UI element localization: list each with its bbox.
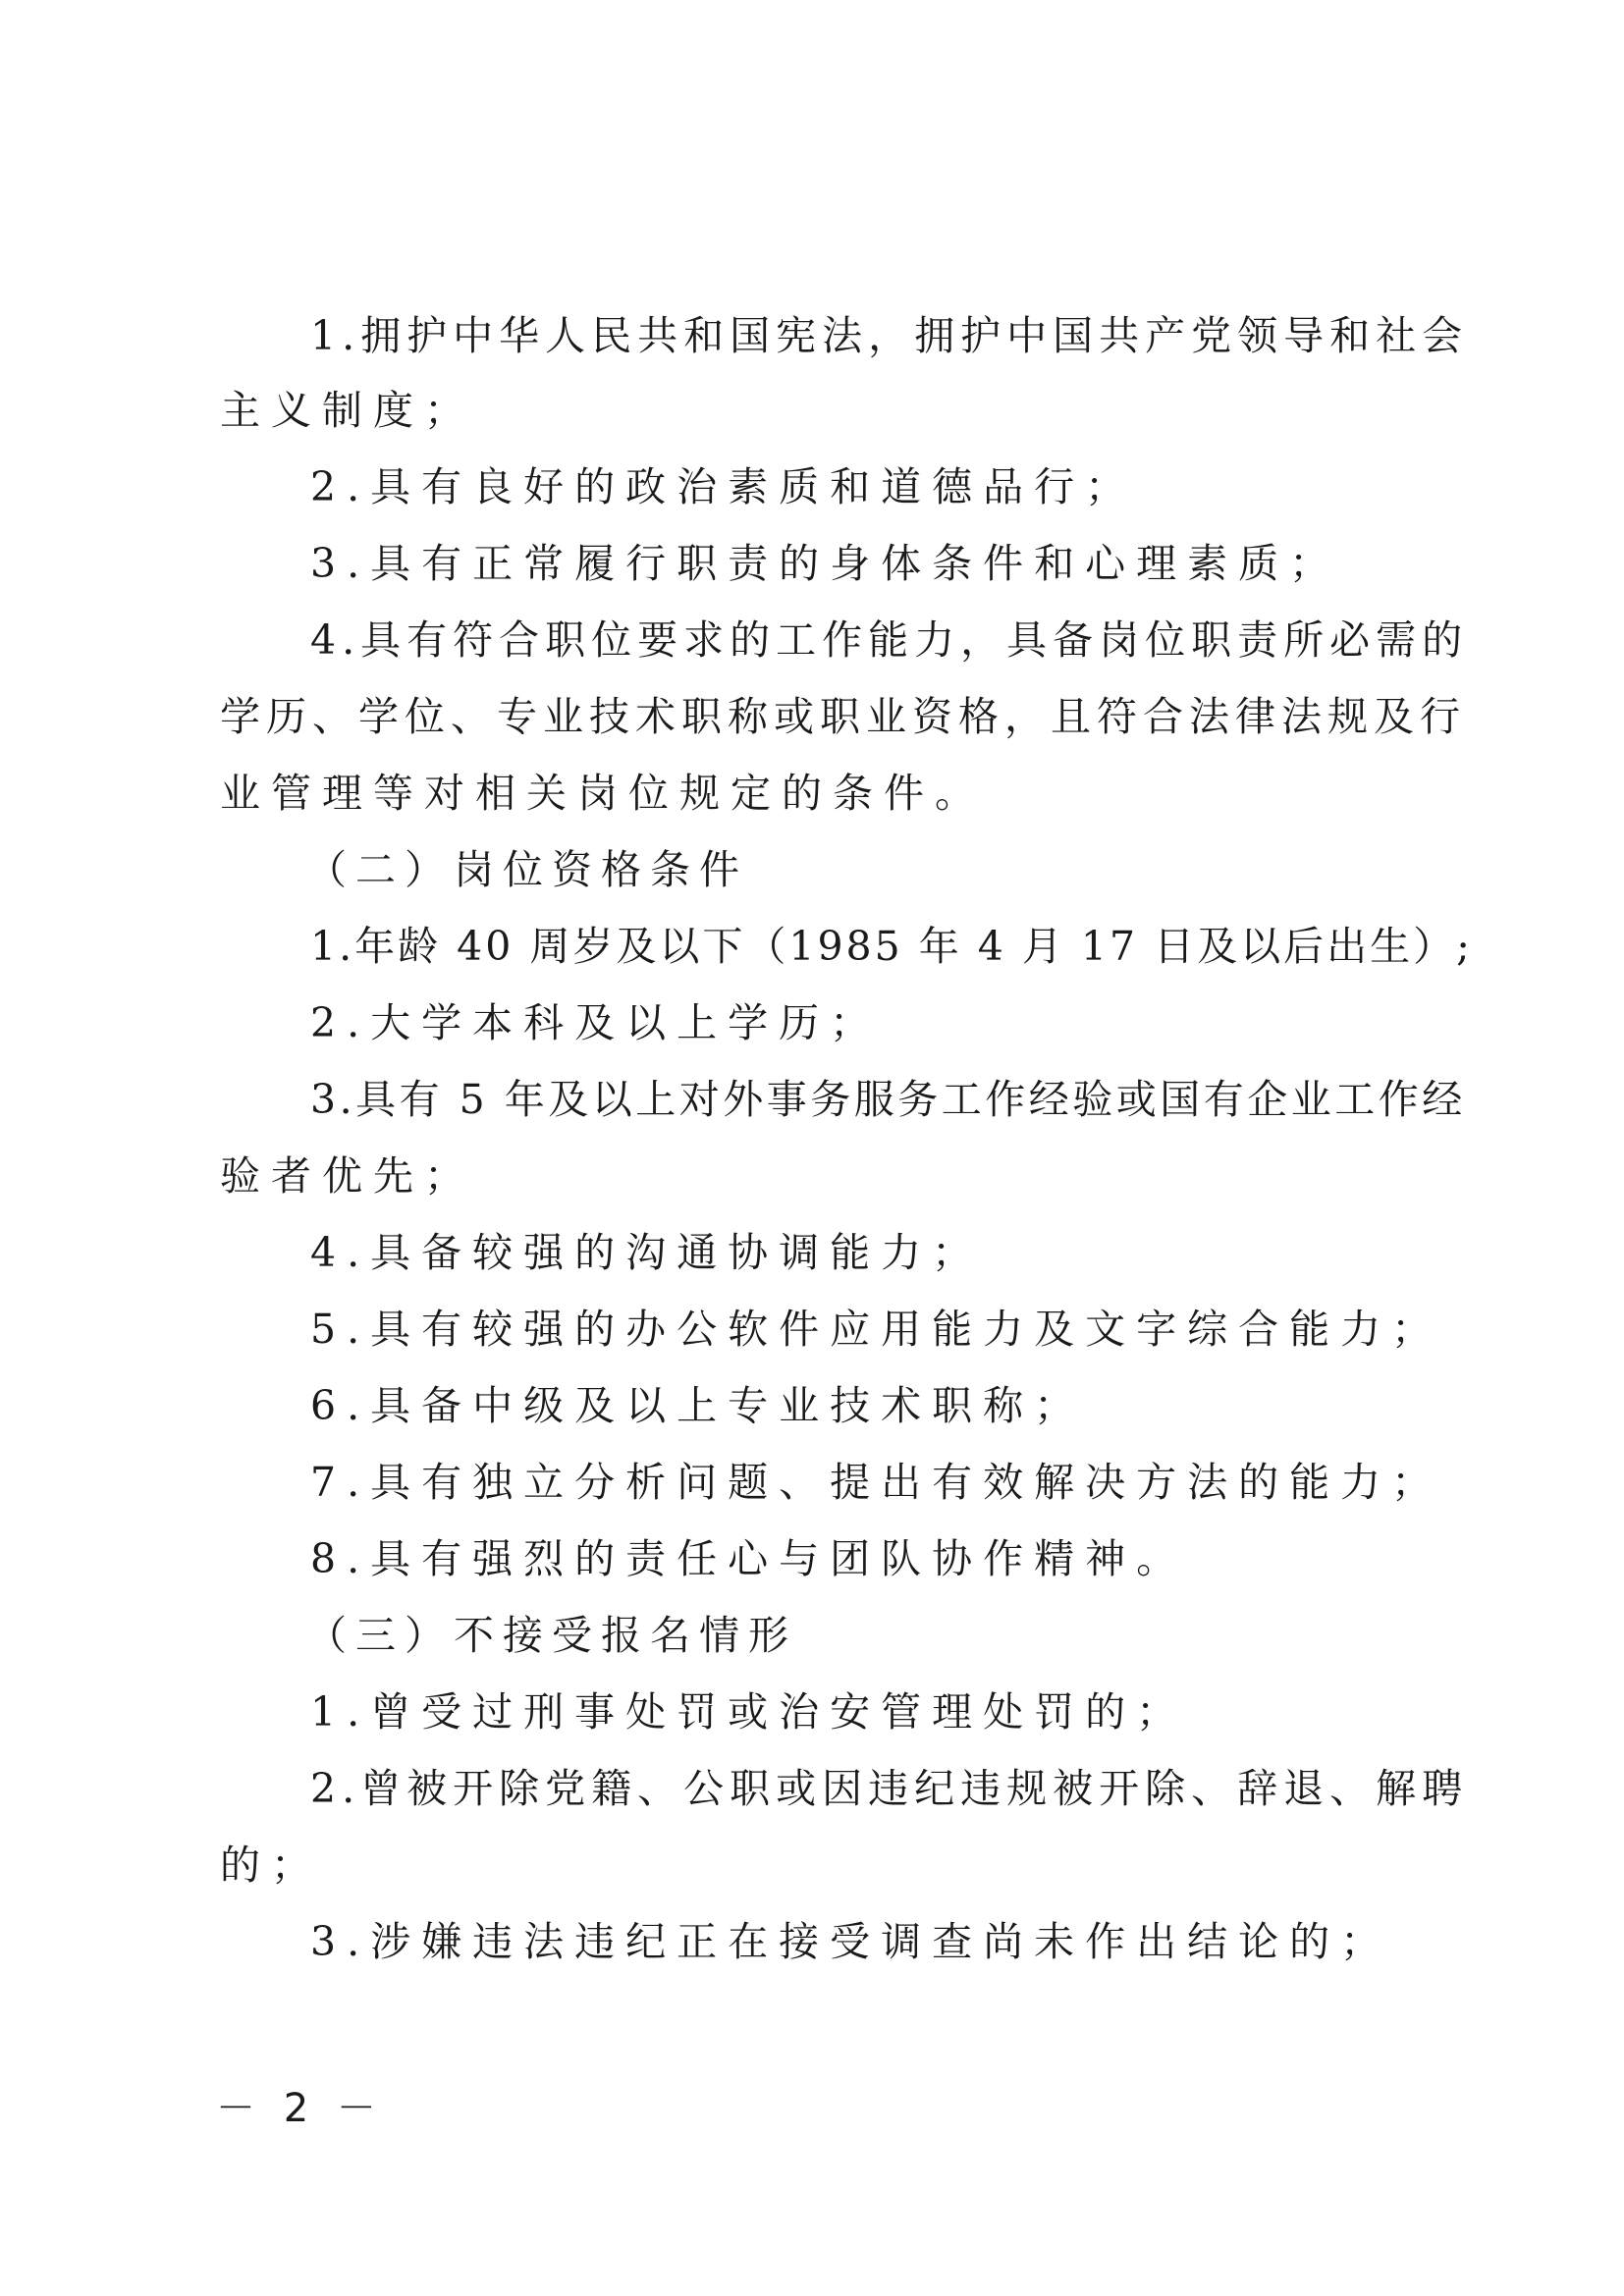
paragraph-line: 1.拥护中华人民共和国宪法，拥护中国共产党领导和社会 xyxy=(310,312,1469,359)
paragraph-line: 1.年龄 40 周岁及以下（1985 年 4 月 17 日及以后出生）; xyxy=(310,923,1473,970)
paragraph-line: 7.具有独立分析问题、提出有效解决方法的能力； xyxy=(310,1459,1443,1506)
section-heading: （三）不接受报名情形 xyxy=(306,1612,797,1659)
paragraph-line: 3.具有正常履行职责的身体条件和心理素质； xyxy=(310,540,1341,587)
paragraph-line: 3.涉嫌违法违纪正在接受调查尚未作出结论的； xyxy=(310,1918,1392,1965)
paragraph-line: 1.曾受过刑事处罚或治安管理处罚的； xyxy=(310,1688,1188,1735)
paragraph-line: 验者优先； xyxy=(220,1152,475,1200)
paragraph-line: 5.具有较强的办公软件应用能力及文字综合能力； xyxy=(310,1306,1443,1353)
paragraph-line: 2.大学本科及以上学历； xyxy=(310,999,882,1046)
paragraph-line: 4.具有符合职位要求的工作能力，具备岗位职责所必需的 xyxy=(310,616,1469,664)
paragraph-line: 学历、学位、专业技术职称或职业资格，且符合法律法规及行 xyxy=(220,693,1466,740)
page-number: － 2 － xyxy=(216,2086,384,2131)
paragraph-line: 3.具有 5 年及以上对外事务服务工作经验或国有企业工作经 xyxy=(310,1076,1466,1123)
paragraph-line: 2.具有良好的政治素质和道德品行； xyxy=(310,463,1137,510)
paragraph-line: 4.具备较强的沟通协调能力； xyxy=(310,1229,984,1276)
paragraph-line: 主义制度； xyxy=(220,387,475,434)
paragraph-line: 8.具有强烈的责任心与团队协作精神。 xyxy=(310,1535,1188,1582)
paragraph-line: 的； xyxy=(220,1842,322,1889)
paragraph-line: 2.曾被开除党籍、公职或因违纪违规被开除、辞退、解聘 xyxy=(310,1765,1469,1812)
section-heading: （二）岗位资格条件 xyxy=(306,846,748,893)
paragraph-line: 6.具备中级及以上专业技术职称； xyxy=(310,1382,1086,1429)
paragraph-line: 业管理等对相关岗位规定的条件。 xyxy=(220,770,986,817)
